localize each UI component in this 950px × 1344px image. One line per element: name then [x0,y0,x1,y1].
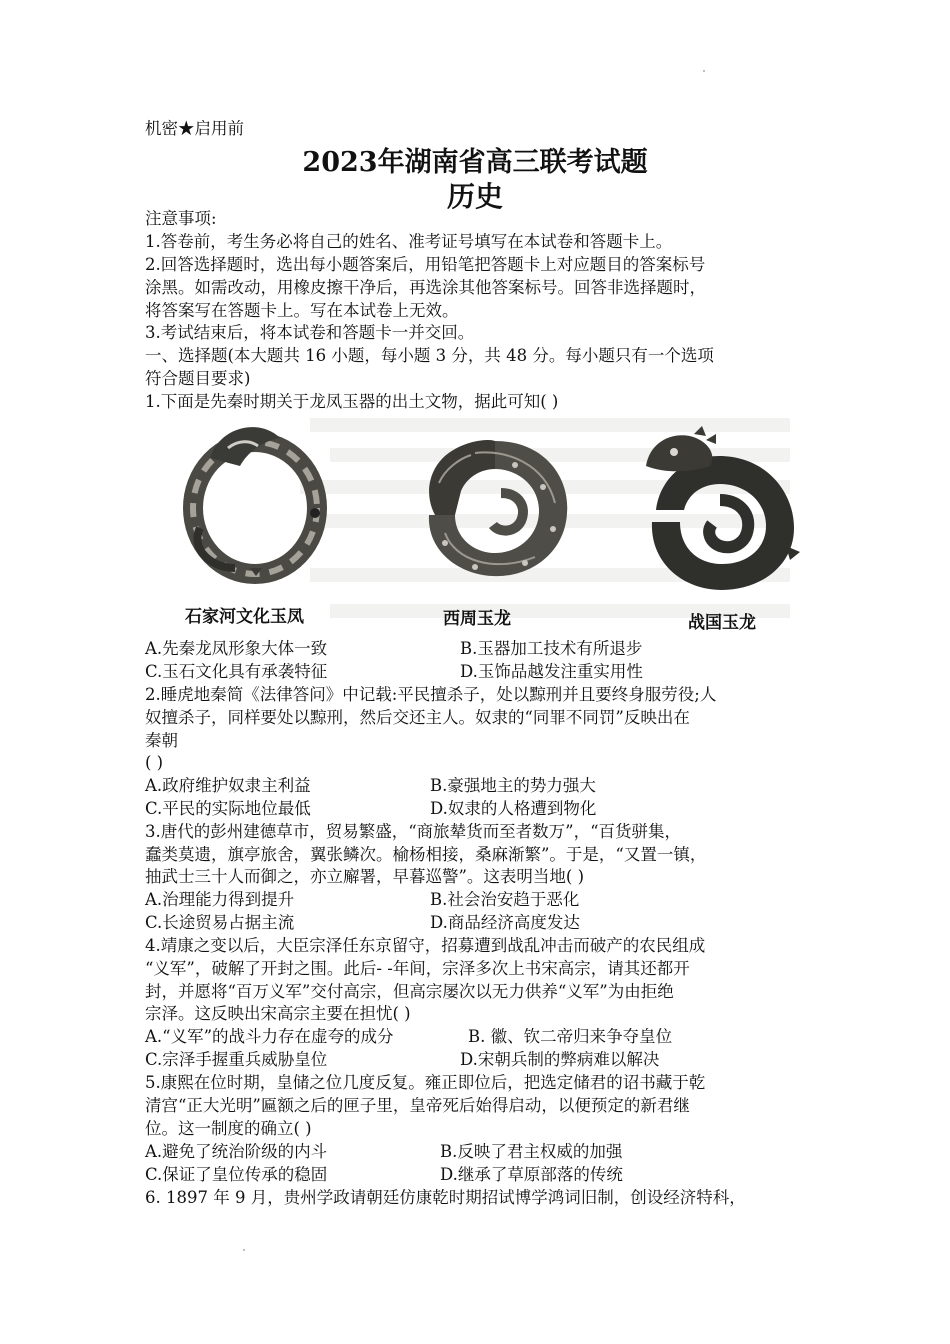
jade-dragon-warring-states-image [636,426,802,594]
q6-stem: 6. 1897 年 9 月，贵州学政请朝廷仿康乾时期招试博学鸿词旧制，创设经济特科， [145,1188,746,1207]
q3-option-d: D.商品经济高度发达 [430,913,580,932]
q3-stem: 蠢类莫遗，旗亭旅舍，翼张鳞次。榆杨相接，桑麻渐繁”。于是，“又置一镇， [145,845,707,864]
q2-stem: 奴擅杀子，同样要处以黥刑，然后交还主人。奴隶的“同罪不同罚”反映出在 [145,708,690,727]
q1-option-d: D.玉饰品越发注重实用性 [460,662,643,681]
q1-option-a: A.先秦龙凤形象大体一致 [145,639,328,658]
section-heading-cont: 符合题目要求) [145,369,251,388]
q1-option-b: B.玉器加工技术有所退步 [460,639,643,658]
q5-option-d: D.继承了草原部落的传统 [440,1165,623,1184]
note-line: 1.答卷前，考生务必将自己的姓名、准考证号填写在本试卷和答题卡上。 [145,232,673,251]
q5-stem: 位。这一制度的确立( ) [145,1119,312,1138]
q2-option-b: B.豪强地主的势力强大 [430,776,596,795]
q5-stem: 清宫“正大光明”匾额之后的匣子里，皇帝死后始得启动，以便预定的新君继 [145,1096,690,1115]
section-heading: 一、选择题(本大题共 16 小题，每小题 3 分，共 48 分。每小题只有一个选项 [145,346,714,365]
q2-option-c: C.平民的实际地位最低 [145,799,311,818]
q3-stem: 3.唐代的彭州建德草市，贸易繁盛，“商旅辇货而至者数万”，“百货骈集， [145,822,682,841]
q4-stem: 4.靖康之变以后，大臣宗泽任东京留守，招募遭到战乱冲击而破产的农民组成 [145,936,706,955]
q2-option-a: A.政府维护奴隶主利益 [145,776,311,795]
q4-stem: 封，并愿将“百万义军”交付高宗，但高宗屡次以无力供养“义军”为由拒绝 [145,982,674,1001]
note-line: 涂黑。如需改动，用橡皮擦干净后，再选涂其他答案标号。回答非选择题时， [145,278,706,297]
secret-label: 机密★启用前 [145,119,244,138]
scan-speck [703,70,705,72]
figure-caption: 石家河文化玉凤 [185,607,304,627]
jade-dragon-western-zhou-image [415,433,575,583]
q5-option-c: C.保证了皇位传承的稳固 [145,1165,328,1184]
q4-option-a: A.“义军”的战斗力存在虚夸的成分 [145,1027,394,1046]
scan-speck [243,1249,245,1251]
q2-option-d: D.奴隶的人格遭到物化 [430,799,597,818]
figure-caption: 战国玉龙 [688,613,756,633]
subject-title: 历史 [446,180,503,213]
q5-option-a: A.避免了统治阶级的内斗 [145,1142,328,1161]
notes-heading: 注意事项: [145,209,217,228]
q1-option-c: C.玉石文化具有承袭特征 [145,662,328,681]
q4-option-d: D.宋朝兵制的弊病难以解决 [460,1050,660,1069]
figure-caption: 西周玉龙 [443,609,511,629]
q4-stem: “义军”，破解了开封之围。此后- -年间，宗泽多次上书宋高宗，请其还都开 [145,959,690,978]
q2-answer-bracket: ( ) [145,753,164,772]
q4-option-c: C.宗泽手握重兵威胁皇位 [145,1050,328,1069]
q5-option-b: B.反映了君主权威的加强 [440,1142,623,1161]
note-line: 2.回答选择题时，选出每小题答案后，用铅笔把答题卡上对应题目的答案标号 [145,255,706,274]
q2-stem: 2.睡虎地秦简《法律答问》中记载:平民擅杀子，处以黥刑并且要终身服劳役;人 [145,685,717,704]
q1-stem: 1.下面是先秦时期关于龙凤玉器的出土文物，据此可知( ) [145,392,559,411]
note-line: 将答案写在答题卡上。写在本试卷上无效。 [145,301,459,320]
exam-title: 2023年湖南省高三联考试题 [302,147,648,178]
q2-stem: 秦朝 [145,731,178,750]
q5-stem: 5.康熙在位时期，皇储之位几度反复。雍正即位后，把选定储君的诏书藏于乾 [145,1073,706,1092]
q3-option-c: C.长途贸易占据主流 [145,913,295,932]
q4-option-b: B. 徽、钦二帝归来争夺皇位 [468,1027,673,1046]
q3-stem: 抽武士三十人而御之，亦立廨署，早暮巡警”。这表明当地( ) [145,867,585,886]
q3-option-a: A.治理能力得到提升 [145,890,295,909]
note-line: 3.考试结束后，将本试卷和答题卡一并交回。 [145,323,475,342]
q4-stem: 宗泽。这反映出宋高宗主要在担忧( ) [145,1004,411,1023]
q3-option-b: B.社会治安趋于恶化 [430,890,580,909]
jade-phoenix-image [180,418,330,586]
